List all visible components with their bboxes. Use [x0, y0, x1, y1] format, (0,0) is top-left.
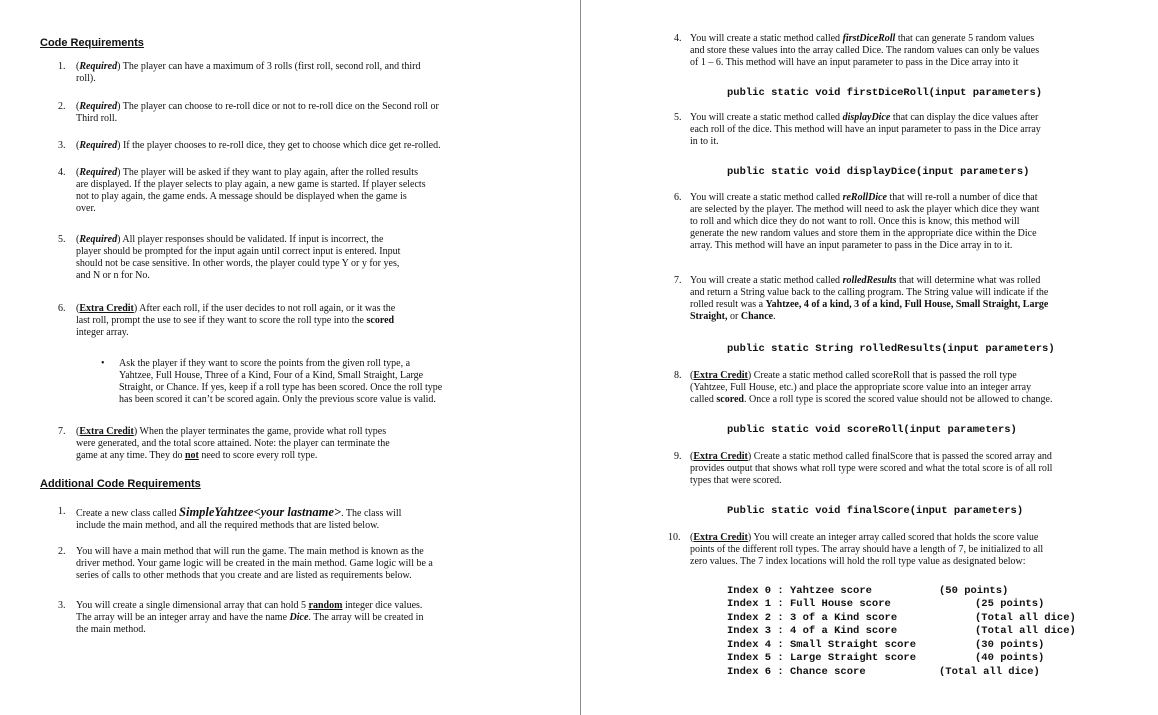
left-column: Code Requirements 1. (Required) The player can have a maximum of 3 rolls (first roll, second roll, and third roll). 2. (Required) The player can choose to re-roll dice or not to re-roll dice on the Second roll or Third roll. 3. (Required) If the player chooses to re-roll dice, they get to choose which dice get re-rolled. 4. (Required) The player will be asked if they want to play again, after the rolled results are displayed. If the player selects to play again, a new game is started. If player selects not to play again, the game ends. A message should be displayed when the game is over. 5. (Required) All player responses should be validated. If input is incorrect, the player should be prompted for the input again until correct input is entered. Input should not be case sensitive. In other words, the player could type Y or y for yes, and N or n for No. 6. (Extra Credit) After each roll, if the user decides to not roll again, or it was the last roll, prompt the use to see if they want to score the roll type into the scored integer array. • Ask the player if they want to score the points from the given roll type, a Yahtzee, Full House, Three of a Kind, Four of a Kind, Small Straight, Large Straight, or Chance. If yes, keep if a roll type has been scored. Once the roll type has been scored it can’t be scored again. Only the previous score value is valid. 7. (Extra Credit) When the player terminates the game, provide what roll types were generated, and the total score attained. Note: the player can terminate the game at any time. They do not need to score every roll type. Additional Code Requirements 1. Create a new class called SimpleYahtzee<your lastname>. The class will include the main method, and all the required methods that are listed below. 2. You will have a main method that will run the game. The main method is known as the driver method. Your game logic will be created in the main method. Game logic will be a series of calls to other methods that you create and are listed as requirements below. 3. You will create a single dimensional array that can hold 5 random integer dice values. The array will be an integer array and have the name Dice. The array will be created in the main method. — [40, 37, 443, 635]
right-column: 4. You will create a static method called firstDiceRoll that can generate 5 random values and store these values into the array called Dice. The random values can only be values of 1 – 6. This method will have an input parameter to pass in the Dice array into it public static void firstDiceRoll(input parameters) 5. You will create a static method called displayDice that can display the dice values after each roll of the dice. This method will have an input parameter to pass in the Dice array in to it. public static void displayDice(input parameters) 6. You will create a static method called reRollDice that will re-roll a number of dice that are selected by the player. The method will need to ask the player which dice they want to roll and which dice they do not want to roll. Once this is know, this method will generate the new random values and store them in the appropriate dice within the Dice array. This method will have an input parameter to pass in the Dice array in to it. 7. You will create a static method called rolledResults that will determine what was rolled and return a String value back to the calling program. The String value will indicate if the rolled result was a Yahtzee, 4 of a kind, 3 of a kind, Full House, Small Straight, Large Straight, or Chance. public static String rolledResults(input parameters) 8. (Extra Credit) Create a static method called scoreRoll that is passed the roll type (Yahtzee, Full House, etc.) and place the appropriate score value into an integer array called scored. Once a roll type is scored the scored value should not be allowed to change. public static void scoreRoll(input parameters) 9. (Extra Credit) Create a static method called finalScore that is passed the scored array and provides output that shows what roll type were scored and what the total score is of all roll types that were scored. Public static void finalScore(input parameters) 10. (Extra Credit) You will create an integer array called scored that holds the score value points of the different roll types. The array should have a length of 7, be initialized to all zero values. The 7 index locations will hold the roll type value as designated below: Index 0 : Yahtzee score (50 points) Index 1 : Full House score (25 points) Index 2 : 3 of a Kind score (Total all dice) Index 3 : 4 of a Kind score (Total all dice) Index 4 : Small Straight score (30 points) Index 5 : Large Straight score (40 points) Index 6 : Chance score (Total all dice) — [582, 0, 1158, 715]
code-first-dice-roll: public static void firstDiceRoll(input parameters) — [727, 87, 1043, 99]
table-row: Index 6 : Chance score (Total all dice) — [727, 666, 1040, 678]
code-requirements-heading: Code Requirements — [40, 37, 144, 49]
code-display-dice: public static void displayDice(input parameters) — [727, 166, 1030, 178]
table-row: Index 0 : Yahtzee score (50 points) — [727, 585, 1009, 597]
table-row: Index 3 : 4 of a Kind score (Total all dice) — [727, 625, 1076, 637]
code-final-score: Public static void finalScore(input parameters) — [727, 505, 1024, 517]
column-divider — [580, 0, 581, 715]
code-score-roll: public static void scoreRoll(input parameters) — [727, 424, 1017, 436]
table-row: Index 5 : Large Straight score (40 points) — [727, 652, 1045, 664]
table-row: Index 1 : Full House score (25 points) — [727, 598, 1045, 610]
table-row: Index 2 : 3 of a Kind score (Total all dice) — [727, 612, 1076, 624]
code-rolled-results: public static String rolledResults(input parameters) — [727, 343, 1055, 355]
additional-code-requirements-heading: Additional Code Requirements — [40, 478, 201, 490]
table-row: Index 4 : Small Straight score (30 points) — [727, 639, 1045, 651]
